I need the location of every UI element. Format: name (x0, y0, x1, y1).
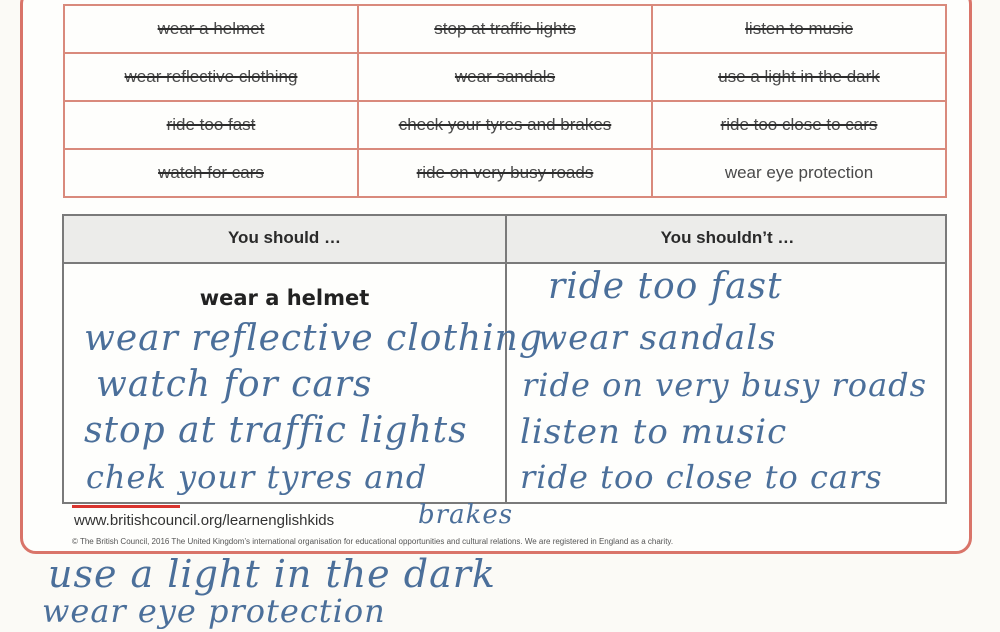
handwritten-shouldnt-item: ride too fast (548, 266, 783, 307)
shouldnt-header: You shouldn’t … (660, 228, 795, 247)
word-cell (652, 53, 946, 101)
handwritten-extra-item: wear eye protection (42, 592, 386, 630)
handwritten-should-item: wear reflective clothing (84, 318, 543, 359)
word-text: wear a helmet (157, 19, 265, 38)
handwritten-should-item: stop at traffic lights (84, 410, 468, 451)
handwritten-extra-item: use a light in the dark (48, 552, 496, 596)
word-cell (64, 101, 358, 149)
word-bank-row (64, 53, 946, 101)
word-cell (64, 5, 358, 53)
word-bank-row (64, 5, 946, 53)
word-cell (652, 5, 946, 53)
word-text: wear reflective clothing (124, 67, 298, 86)
handwritten-should-item: watch for cars (96, 364, 373, 405)
word-text: check your tyres and brakes (398, 115, 612, 134)
footer-url: www.britishcouncil.org/learnenglishkids (74, 512, 335, 529)
word-bank-row (64, 149, 946, 197)
word-bank-row (64, 101, 946, 149)
word-text: use a light in the dark (718, 67, 880, 86)
word-cell (64, 53, 358, 101)
word-cell (358, 5, 652, 53)
word-text: wear eye protection (724, 163, 874, 182)
word-text: ride too close to cars (720, 115, 878, 134)
word-cell (64, 149, 358, 197)
word-cell (652, 101, 946, 149)
word-text: listen to music (745, 19, 853, 38)
handwritten-shouldnt-item: wear sandals (538, 318, 777, 358)
handwritten-should-item: chek your tyres and (86, 458, 428, 496)
word-text: stop at traffic lights (434, 19, 576, 38)
word-text: watch for cars (158, 163, 264, 182)
handwritten-shouldnt-item: ride too close to cars (520, 458, 883, 496)
footer-copyright: © The British Council, 2016 The United Kingdom’s international organisation for educational opportunities and cultural relations. We are registered in England as a charity. (72, 537, 674, 546)
handwritten-shouldnt-item: listen to music (520, 412, 788, 452)
column-divider (505, 216, 507, 502)
word-cell (358, 53, 652, 101)
should-header: You should … (227, 228, 341, 247)
word-text: ride on very busy roads (416, 163, 594, 182)
word-bank-table (63, 4, 947, 198)
handwritten-should-item: brakes (418, 500, 514, 530)
word-text: ride too fast (166, 115, 256, 134)
word-cell (358, 101, 652, 149)
word-text: wear sandals (454, 67, 556, 86)
word-cell (652, 149, 946, 197)
example-answer: wear a helmet (199, 286, 370, 310)
handwritten-shouldnt-item: ride on very busy roads (522, 366, 928, 404)
word-cell (358, 149, 652, 197)
spelling-correction-underline (72, 505, 180, 508)
